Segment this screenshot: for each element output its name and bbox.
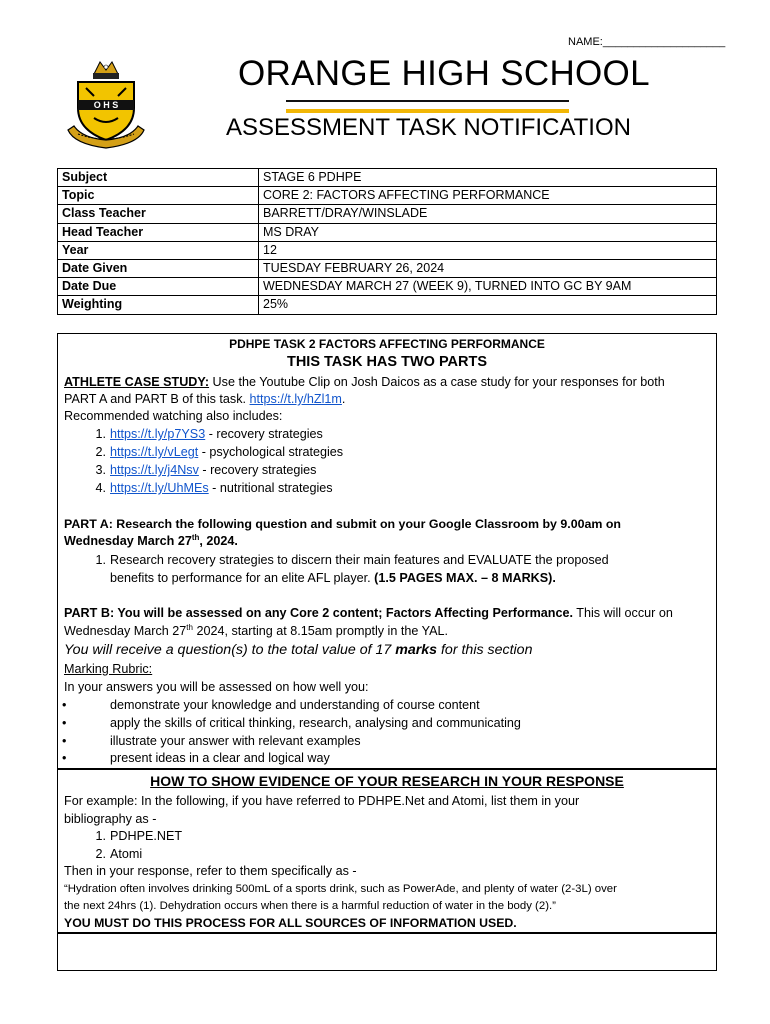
info-row bbox=[58, 169, 717, 187]
evidence-heading: HOW TO SHOW EVIDENCE OF YOUR RESEARCH IN YOUR RESPONSE bbox=[150, 773, 624, 789]
evidence-paragraph-1: For example: In the following, if you have referred to PDHPE.Net and Atomi, list them in your bbox=[64, 794, 580, 808]
bibliography-text: PDHPE.NET bbox=[110, 829, 183, 843]
name-field[interactable]: NAME:____________________ bbox=[568, 36, 726, 48]
info-value: BARRETT/DRAY/WINSLADE bbox=[259, 205, 717, 223]
evidence-paragraph-3: Then in your response, refer to them specifically as - bbox=[64, 864, 357, 878]
case-study-label: ATHLETE CASE STUDY: bbox=[64, 375, 210, 389]
link-description: - psychological strategies bbox=[198, 445, 344, 459]
info-key: Date Given bbox=[58, 259, 259, 277]
bibliography-text: Atomi bbox=[110, 847, 143, 861]
link-description: - recovery strategies bbox=[205, 427, 323, 441]
list-number: 1. bbox=[95, 427, 106, 441]
link-description: - nutritional strategies bbox=[208, 481, 333, 495]
info-row bbox=[58, 296, 717, 314]
list-number: 3. bbox=[95, 463, 106, 477]
info-key: Class Teacher bbox=[58, 205, 259, 223]
section-divider bbox=[58, 932, 716, 934]
part-b-text: This will occur on bbox=[573, 606, 673, 620]
marks-text: You will receive a question(s) to the total value of 17 bbox=[64, 642, 396, 658]
crest-text: O H S bbox=[93, 100, 119, 110]
school-title: ORANGE HIGH SCHOOL bbox=[238, 54, 650, 93]
recommended-text: Recommended watching also includes: bbox=[64, 409, 283, 423]
parts-heading: THIS TASK HAS TWO PARTS bbox=[286, 354, 488, 370]
task-details-box bbox=[57, 333, 717, 971]
case-study-text: Use the Youtube Clip on Josh Daicos as a case study for your responses for both bbox=[209, 375, 665, 389]
info-value: 25% bbox=[259, 296, 717, 314]
video-link[interactable]: https://t.ly/UhMEs bbox=[110, 481, 209, 495]
part-a-marks: (1.5 PAGES MAX. – 8 MARKS). bbox=[374, 571, 556, 585]
task-heading: PDHPE TASK 2 FACTORS AFFECTING PERFORMANCE bbox=[229, 337, 545, 351]
info-row bbox=[58, 187, 717, 205]
section-divider bbox=[58, 768, 716, 770]
info-key: Year bbox=[58, 241, 259, 259]
marks-text-end: for this section bbox=[437, 642, 533, 658]
bullet-text: demonstrate your knowledge and understanding of course content bbox=[110, 698, 480, 712]
part-b-line-1 bbox=[64, 605, 673, 622]
info-value: 12 bbox=[259, 241, 717, 259]
case-study-line-1 bbox=[64, 374, 665, 391]
bullet-char: • bbox=[62, 716, 67, 730]
evidence-paragraph-2: bibliography as - bbox=[64, 812, 157, 826]
list-number: 4. bbox=[95, 481, 106, 495]
info-value: STAGE 6 PDHPE bbox=[259, 169, 717, 187]
marks-statement bbox=[64, 641, 532, 660]
must-statement: YOU MUST DO THIS PROCESS FOR ALL SOURCES OF INFORMATION USED. bbox=[64, 916, 517, 930]
info-row bbox=[58, 241, 717, 259]
info-key: Weighting bbox=[58, 296, 259, 314]
ordinal: th bbox=[186, 622, 193, 632]
part-b-line-2 bbox=[64, 623, 448, 640]
marks-word: marks bbox=[395, 642, 438, 658]
info-value: TUESDAY FEBRUARY 26, 2024 bbox=[259, 259, 717, 277]
example-quote-1: “Hydration often involves drinking 500mL of a sports drink, such as PowerAde, and plenty of water (2-3L) over bbox=[64, 883, 617, 895]
link-description: - recovery strategies bbox=[198, 463, 317, 477]
assessment-intro: In your answers you will be assessed on how well you: bbox=[64, 680, 369, 694]
bullet-text: apply the skills of critical thinking, research, analysing and communicating bbox=[110, 716, 521, 730]
marking-rubric-heading: Marking Rubric: bbox=[64, 662, 153, 676]
part-a-item-text-2: benefits to performance for an elite AFL player. bbox=[110, 571, 375, 585]
bullet-text: illustrate your answer with relevant examples bbox=[110, 734, 361, 748]
bullet-char: • bbox=[62, 751, 67, 765]
title-divider bbox=[286, 100, 569, 113]
bullet-text: present ideas in a clear and logical way bbox=[110, 751, 330, 765]
info-key: Head Teacher bbox=[58, 223, 259, 241]
case-study-link[interactable]: https://t.ly/hZl1m bbox=[249, 392, 342, 406]
info-value: WEDNESDAY MARCH 27 (WEEK 9), TURNED INTO GC BY 9AM bbox=[259, 278, 717, 296]
info-row bbox=[58, 278, 717, 296]
info-key: Subject bbox=[58, 169, 259, 187]
school-crest-logo bbox=[64, 60, 148, 150]
example-quote-2: the next 24hrs (1). Dehydration occurs when there is a harmful reduction of water in the body (2).” bbox=[64, 900, 556, 912]
part-a-line-2 bbox=[64, 533, 238, 550]
part-b-label: PART B: You will be assessed on any Core 2 content; Factors Affecting Performance. bbox=[64, 606, 573, 620]
part-b-date: Wednesday March 27 bbox=[64, 624, 187, 638]
info-row bbox=[58, 223, 717, 241]
part-a-date: Wednesday March 27 bbox=[64, 534, 192, 548]
bullet-char: • bbox=[62, 698, 67, 712]
period: . bbox=[341, 392, 346, 406]
info-value: CORE 2: FACTORS AFFECTING PERFORMANCE bbox=[259, 187, 717, 205]
info-row bbox=[58, 259, 717, 277]
case-study-line-2 bbox=[64, 391, 345, 408]
page-subtitle: ASSESSMENT TASK NOTIFICATION bbox=[226, 114, 631, 141]
list-number: 1. bbox=[95, 829, 106, 843]
video-link[interactable]: https://t.ly/j4Nsv bbox=[110, 463, 199, 477]
part-a-line-1: PART A: Research the following question and submit on your Google Classroom by 9.00am on bbox=[64, 517, 621, 531]
video-link[interactable]: https://t.ly/p7YS3 bbox=[110, 427, 206, 441]
info-value: MS DRAY bbox=[259, 223, 717, 241]
list-number: 1. bbox=[95, 553, 106, 567]
part-b-time: 2024, starting at 8.15am promptly in the YAL. bbox=[192, 624, 449, 638]
info-key: Date Due bbox=[58, 278, 259, 296]
info-row bbox=[58, 205, 717, 223]
info-key: Topic bbox=[58, 187, 259, 205]
ordinal: th bbox=[191, 532, 200, 542]
case-study-text-2: PART A and PART B of this task. bbox=[64, 392, 250, 406]
part-a-year: , 2024. bbox=[199, 534, 238, 548]
video-link[interactable]: https://t.ly/vLegt bbox=[110, 445, 199, 459]
bullet-char: • bbox=[62, 734, 67, 748]
list-number: 2. bbox=[95, 847, 106, 861]
task-info-table bbox=[57, 168, 717, 315]
part-a-item-text: Research recovery strategies to discern their main features and EVALUATE the proposed bbox=[110, 553, 609, 567]
list-number: 2. bbox=[95, 445, 106, 459]
